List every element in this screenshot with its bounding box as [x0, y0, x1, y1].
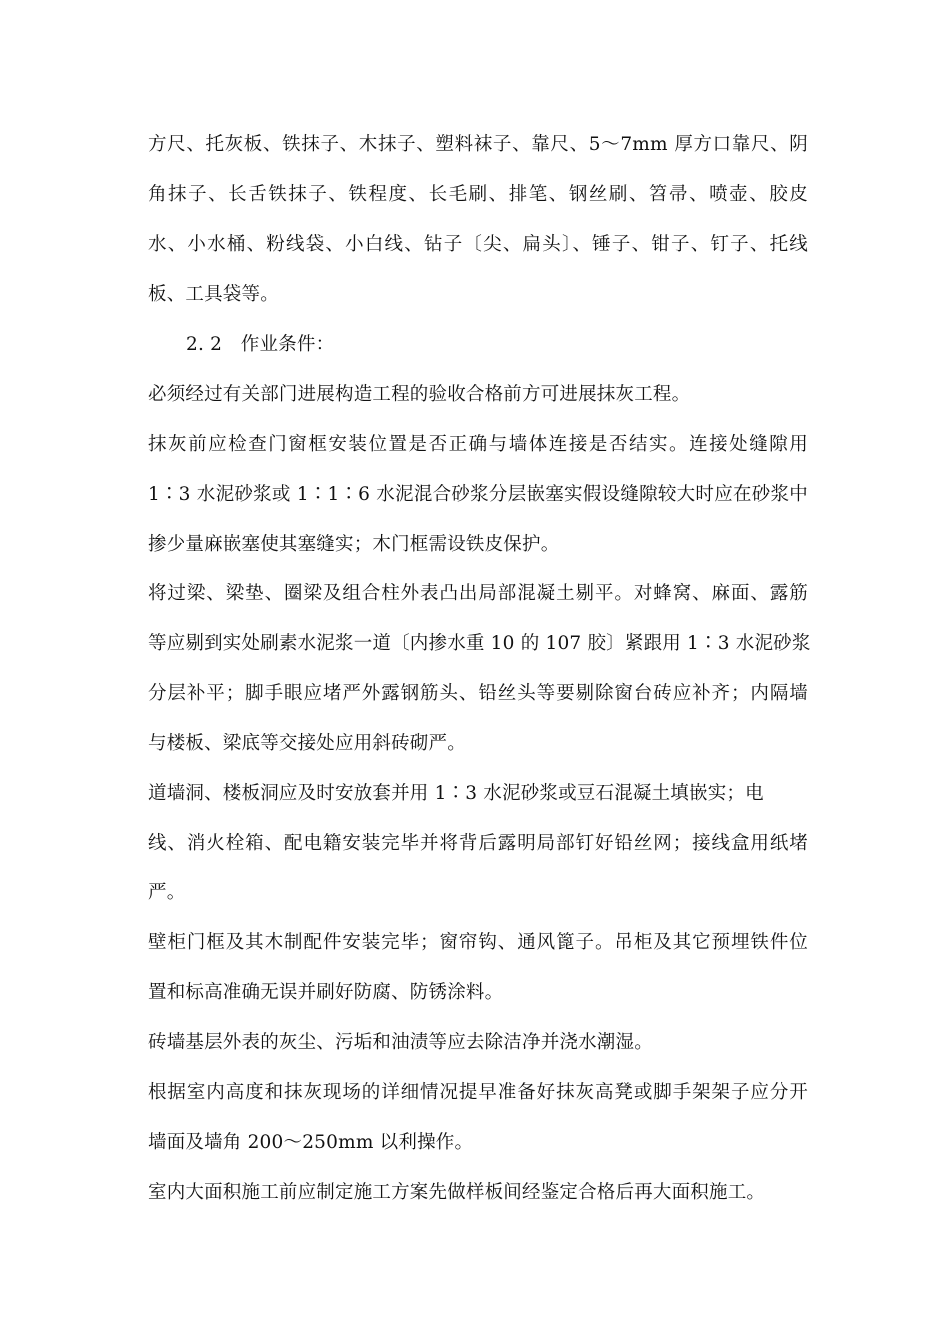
text-line: 将过梁、梁垫、圈梁及组合柱外表凸出局部混凝土剔平。对蜂窝、麻面、露筋: [148, 583, 808, 604]
text-line: 根据室内高度和抹灰现场的详细情况提早准备好抹灰高凳或脚手架架子应分开: [148, 1082, 808, 1103]
text-line: 与楼板、梁底等交接处应用斜砖砌严。: [148, 733, 466, 754]
text-line: 墙面及墙角 200～250mm 以利操作。: [148, 1132, 474, 1153]
text-line: 板、工具袋等。: [148, 284, 279, 305]
text-line: 水、小水桶、粉线袋、小白线、钻子〔尖、扁头〕、锤子、钳子、钉子、托线: [148, 234, 808, 255]
text-line: 严。: [148, 882, 186, 903]
text-line: 线、消火栓箱、配电籍安装完毕并将背后露明局部钉好铅丝网；接线盒用纸堵: [148, 833, 808, 854]
text-line: 置和标高准确无误并刷好防腐、防锈涂料。: [148, 982, 504, 1003]
text-line: 角抹子、长舌铁抹子、铁程度、长毛刷、排笔、钢丝刷、笤帚、喷壶、胶皮: [148, 184, 808, 205]
text-line: 抹灰前应检查门窗框安装位置是否正确与墙体连接是否结实。连接处缝隙用: [148, 434, 808, 455]
text-line: 分层补平；脚手眼应堵严外露钢筋头、铅丝头等要剔除窗台砖应补齐；内隔墙: [148, 683, 808, 704]
text-line: 1∶3 水泥砂浆或 1∶1∶6 水泥混合砂浆分层嵌塞实假设缝隙较大时应在砂浆中: [148, 484, 808, 505]
section-heading: 2. 2 作业条件：: [186, 334, 335, 355]
text-line: 室内大面积施工前应制定施工方案先做样板间经鉴定合格后再大面积施工。: [148, 1182, 766, 1203]
text-line: 必须经过有关部门进展构造工程的验收合格前方可进展抹灰工程。: [148, 384, 691, 405]
text-line: 壁柜门框及其木制配件安装完毕；窗帘钩、通风篦子。吊柜及其它预埋铁件位: [148, 932, 808, 953]
text-line: 道墙洞、楼板洞应及时安放套并用 1∶3 水泥砂浆或豆石混凝土填嵌实；电: [148, 783, 764, 804]
text-line: 掺少量麻嵌塞使其塞缝实；木门框需设铁皮保护。: [148, 534, 560, 555]
text-line: 等应剔到实处刷素水泥浆一道〔内掺水重 10 的 107 胶〕紧跟用 1∶3 水泥砂浆: [148, 633, 811, 654]
text-line: 砖墙基层外表的灰尘、污垢和油渍等应去除洁净并浇水潮湿。: [148, 1032, 653, 1053]
text-line: 方尺、托灰板、铁抹子、木抹子、塑料袜子、靠尺、5～7mm 厚方口靠尺、阴: [148, 134, 808, 155]
